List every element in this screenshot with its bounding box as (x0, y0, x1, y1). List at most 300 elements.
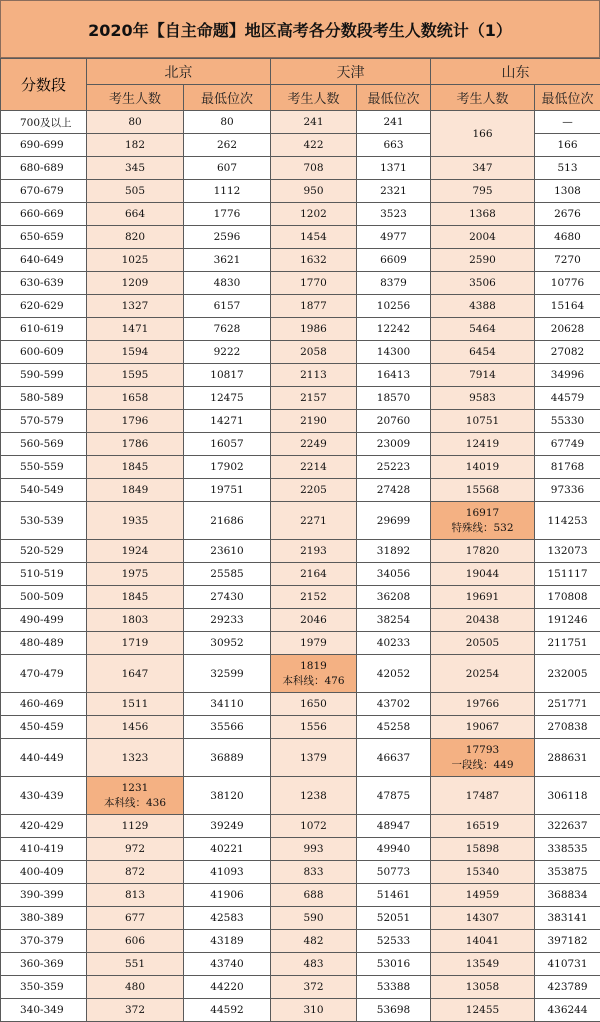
beijing-count-cell-cutoff-note: 本科线：436 (87, 796, 183, 811)
shandong-rank-cell: 353875 (535, 861, 600, 884)
table-row (1, 111, 600, 134)
shandong-count-cell: 5464 (431, 318, 535, 341)
shandong-count-cell: 795 (431, 180, 535, 203)
tianjin-count-cell: 1072 (271, 815, 357, 838)
shandong-rank-cell: 151117 (535, 563, 600, 586)
shandong-rank-cell: 67749 (535, 433, 600, 456)
tianjin-count-cell: 1238 (271, 777, 357, 815)
tianjin-rank-cell: 42052 (357, 655, 431, 693)
tianjin-count-cell: 2271 (271, 502, 357, 540)
tianjin-count-cell: 833 (271, 861, 357, 884)
tianjin-rank-cell: 6609 (357, 249, 431, 272)
shandong-rank-cell: 251771 (535, 693, 600, 716)
score-range-cell: 340-349 (1, 999, 87, 1022)
beijing-count-cell: 813 (87, 884, 184, 907)
tianjin-count-cell: 2164 (271, 563, 357, 586)
tianjin-count-cell: 482 (271, 930, 357, 953)
shandong-count-cell: 13549 (431, 953, 535, 976)
beijing-count-cell: 1924 (87, 540, 184, 563)
table-row (1, 272, 600, 295)
beijing-count-cell: 1803 (87, 609, 184, 632)
shandong-rank-cell: 81768 (535, 456, 600, 479)
score-range-cell: 420-429 (1, 815, 87, 838)
shandong-count-cell: 17820 (431, 540, 535, 563)
shandong-count-cell: 7914 (431, 364, 535, 387)
shandong-count-cell: 14019 (431, 456, 535, 479)
beijing-count-cell: 1595 (87, 364, 184, 387)
shandong-count-cell: 20505 (431, 632, 535, 655)
tianjin-rank-cell: 20760 (357, 410, 431, 433)
beijing-count-cell: 1129 (87, 815, 184, 838)
shandong-count-cell: 4388 (431, 295, 535, 318)
table-row (1, 157, 600, 180)
beijing-count-cell: 1845 (87, 586, 184, 609)
beijing-count-cell: 1327 (87, 295, 184, 318)
tianjin-rank-cell: 12242 (357, 318, 431, 341)
shandong-rank-cell: 306118 (535, 777, 600, 815)
beijing-count-cell: 972 (87, 838, 184, 861)
table-row (1, 609, 600, 632)
shandong-count-cell-cutoff-note: 一段线：449 (431, 758, 534, 773)
score-range-cell: 400-409 (1, 861, 87, 884)
score-range-cell: 470-479 (1, 655, 87, 693)
region-header-tianjin: 天津 (271, 59, 431, 85)
tianjin-rank-cell: 38254 (357, 609, 431, 632)
beijing-count-cell: 551 (87, 953, 184, 976)
shandong-rank-cell: — (535, 111, 600, 134)
tianjin-count-cell: 1877 (271, 295, 357, 318)
score-range-cell: 450-459 (1, 716, 87, 739)
tianjin-rank-cell: 3523 (357, 203, 431, 226)
tianjin-rank-cell: 14300 (357, 341, 431, 364)
table-row (1, 249, 600, 272)
shandong-rank-cell: 211751 (535, 632, 600, 655)
tianjin-count-cell: 2205 (271, 479, 357, 502)
score-range-cell: 660-669 (1, 203, 87, 226)
beijing-rank-cell: 40221 (184, 838, 271, 861)
tianjin-count-cell: 1454 (271, 226, 357, 249)
shandong-rank-cell: 368834 (535, 884, 600, 907)
tianjin-rank-cell: 8379 (357, 272, 431, 295)
score-range-cell: 540-549 (1, 479, 87, 502)
shandong-count-cell: 6454 (431, 341, 535, 364)
beijing-rank-cell: 1112 (184, 180, 271, 203)
score-range-cell: 600-609 (1, 341, 87, 364)
beijing-rank-cell: 32599 (184, 655, 271, 693)
shandong-rank-cell: 27082 (535, 341, 600, 364)
table-row (1, 203, 600, 226)
beijing-rank-cell: 30952 (184, 632, 271, 655)
beijing-count-cell: 1786 (87, 433, 184, 456)
beijing-rank-cell: 25585 (184, 563, 271, 586)
shandong-count-cell: 10751 (431, 410, 535, 433)
beijing-count-cell (87, 777, 184, 815)
table-row (1, 586, 600, 609)
score-range-cell: 690-699 (1, 134, 87, 157)
tianjin-count-cell: 1202 (271, 203, 357, 226)
table-row (1, 563, 600, 586)
beijing-count-cell: 1719 (87, 632, 184, 655)
tianjin-count-cell: 2152 (271, 586, 357, 609)
beijing-count-cell: 80 (87, 111, 184, 134)
beijing-count-cell: 820 (87, 226, 184, 249)
tianjin-count-cell: 950 (271, 180, 357, 203)
tianjin-rank-cell: 47875 (357, 777, 431, 815)
bj-count-header: 考生人数 (87, 85, 184, 111)
shandong-count-cell: 15568 (431, 479, 535, 502)
score-range-cell: 350-359 (1, 976, 87, 999)
tianjin-count-cell: 1556 (271, 716, 357, 739)
shandong-count-cell: 1368 (431, 203, 535, 226)
table-row (1, 739, 600, 777)
segment-header: 分数段 (1, 59, 87, 111)
table-row (1, 976, 600, 999)
beijing-rank-cell: 7628 (184, 318, 271, 341)
tianjin-count-cell: 422 (271, 134, 357, 157)
tianjin-count-cell: 372 (271, 976, 357, 999)
beijing-rank-cell: 16057 (184, 433, 271, 456)
beijing-count-cell: 872 (87, 861, 184, 884)
shandong-rank-cell: 288631 (535, 739, 600, 777)
shandong-count-cell: 19044 (431, 563, 535, 586)
tianjin-rank-cell: 45258 (357, 716, 431, 739)
table-row (1, 540, 600, 563)
score-range-cell: 380-389 (1, 907, 87, 930)
shandong-count-cell: 13058 (431, 976, 535, 999)
shandong-rank-cell: 322637 (535, 815, 600, 838)
shandong-count-cell: 12419 (431, 433, 535, 456)
tianjin-rank-cell: 48947 (357, 815, 431, 838)
region-header-shandong: 山东 (431, 59, 600, 85)
beijing-rank-cell: 23610 (184, 540, 271, 563)
tianjin-rank-cell: 46637 (357, 739, 431, 777)
tianjin-rank-cell: 40233 (357, 632, 431, 655)
score-range-cell: 620-629 (1, 295, 87, 318)
tianjin-rank-cell: 18570 (357, 387, 431, 410)
table-row (1, 479, 600, 502)
beijing-rank-cell: 21686 (184, 502, 271, 540)
tianjin-rank-cell: 4977 (357, 226, 431, 249)
shandong-count-cell: 347 (431, 157, 535, 180)
score-range-cell: 520-529 (1, 540, 87, 563)
shandong-count-cell: 3506 (431, 272, 535, 295)
shandong-count-cell: 166 (431, 111, 535, 157)
shandong-rank-cell: 1308 (535, 180, 600, 203)
beijing-rank-cell: 39249 (184, 815, 271, 838)
table-row (1, 884, 600, 907)
beijing-count-cell: 1511 (87, 693, 184, 716)
shandong-count-cell: 9583 (431, 387, 535, 410)
score-range-cell: 610-619 (1, 318, 87, 341)
tianjin-count-cell: 1632 (271, 249, 357, 272)
table-row (1, 456, 600, 479)
beijing-rank-cell: 6157 (184, 295, 271, 318)
tianjin-count-cell: 241 (271, 111, 357, 134)
tianjin-count-cell: 310 (271, 999, 357, 1022)
score-range-cell: 580-589 (1, 387, 87, 410)
tianjin-count-cell: 483 (271, 953, 357, 976)
tj-count-header: 考生人数 (271, 85, 357, 111)
shandong-rank-cell: 166 (535, 134, 600, 157)
beijing-rank-cell: 36889 (184, 739, 271, 777)
beijing-count-cell: 1209 (87, 272, 184, 295)
tianjin-count-cell: 1650 (271, 693, 357, 716)
shandong-rank-cell: 44579 (535, 387, 600, 410)
beijing-rank-cell: 44220 (184, 976, 271, 999)
beijing-count-cell: 182 (87, 134, 184, 157)
beijing-rank-cell: 38120 (184, 777, 271, 815)
beijing-count-cell: 505 (87, 180, 184, 203)
tianjin-count-cell: 1979 (271, 632, 357, 655)
shandong-count-cell: 20254 (431, 655, 535, 693)
table-row (1, 180, 600, 203)
beijing-rank-cell: 14271 (184, 410, 271, 433)
score-range-cell: 560-569 (1, 433, 87, 456)
score-range-cell: 410-419 (1, 838, 87, 861)
tianjin-rank-cell: 53016 (357, 953, 431, 976)
beijing-count-cell: 1845 (87, 456, 184, 479)
tianjin-count-cell: 2113 (271, 364, 357, 387)
tianjin-count-cell: 2193 (271, 540, 357, 563)
tianjin-rank-cell: 50773 (357, 861, 431, 884)
tianjin-count-cell: 2046 (271, 609, 357, 632)
shandong-count-cell: 14041 (431, 930, 535, 953)
shandong-rank-cell: 34996 (535, 364, 600, 387)
shandong-rank-cell: 97336 (535, 479, 600, 502)
beijing-rank-cell: 41093 (184, 861, 271, 884)
table-row (1, 433, 600, 456)
beijing-count-cell: 1658 (87, 387, 184, 410)
tianjin-count-cell-value: 1819 (271, 659, 356, 674)
shandong-rank-cell: 397182 (535, 930, 600, 953)
shandong-count-cell-cutoff-note: 特殊线：532 (431, 521, 534, 536)
shandong-count-cell: 20438 (431, 609, 535, 632)
table-row (1, 716, 600, 739)
score-range-cell: 510-519 (1, 563, 87, 586)
shandong-rank-cell: 2676 (535, 203, 600, 226)
tianjin-count-cell: 1379 (271, 739, 357, 777)
beijing-rank-cell: 10817 (184, 364, 271, 387)
tianjin-rank-cell: 29699 (357, 502, 431, 540)
tianjin-rank-cell: 31892 (357, 540, 431, 563)
beijing-rank-cell: 2596 (184, 226, 271, 249)
shandong-rank-cell: 132073 (535, 540, 600, 563)
bj-rank-header: 最低位次 (184, 85, 271, 111)
score-range-cell: 500-509 (1, 586, 87, 609)
shandong-rank-cell: 20628 (535, 318, 600, 341)
shandong-count-cell: 19766 (431, 693, 535, 716)
beijing-rank-cell: 12475 (184, 387, 271, 410)
shandong-rank-cell: 338535 (535, 838, 600, 861)
tianjin-count-cell: 590 (271, 907, 357, 930)
table-row (1, 295, 600, 318)
score-range-cell: 370-379 (1, 930, 87, 953)
table-row (1, 953, 600, 976)
table-row (1, 632, 600, 655)
tianjin-rank-cell: 663 (357, 134, 431, 157)
beijing-count-cell: 664 (87, 203, 184, 226)
beijing-count-cell: 1796 (87, 410, 184, 433)
score-range-cell: 460-469 (1, 693, 87, 716)
shandong-rank-cell: 55330 (535, 410, 600, 433)
table-row (1, 907, 600, 930)
table-row (1, 999, 600, 1022)
shandong-count-cell: 14307 (431, 907, 535, 930)
tianjin-rank-cell: 51461 (357, 884, 431, 907)
table-row (1, 815, 600, 838)
table-row (1, 693, 600, 716)
shandong-rank-cell: 4680 (535, 226, 600, 249)
shandong-count-cell (431, 739, 535, 777)
beijing-count-cell: 1323 (87, 739, 184, 777)
beijing-rank-cell: 262 (184, 134, 271, 157)
shandong-count-cell: 19067 (431, 716, 535, 739)
shandong-rank-cell: 170808 (535, 586, 600, 609)
score-range-cell: 490-499 (1, 609, 87, 632)
shandong-rank-cell: 423789 (535, 976, 600, 999)
shandong-count-cell: 2004 (431, 226, 535, 249)
sd-count-header: 考生人数 (431, 85, 535, 111)
table-body (1, 111, 600, 1022)
beijing-rank-cell: 19751 (184, 479, 271, 502)
score-range-cell: 390-399 (1, 884, 87, 907)
score-range-cell: 590-599 (1, 364, 87, 387)
beijing-rank-cell: 42583 (184, 907, 271, 930)
shandong-rank-cell: 15164 (535, 295, 600, 318)
beijing-rank-cell: 80 (184, 111, 271, 134)
shandong-count-cell-value: 17793 (431, 743, 534, 758)
beijing-rank-cell: 4830 (184, 272, 271, 295)
beijing-count-cell: 480 (87, 976, 184, 999)
beijing-count-cell: 345 (87, 157, 184, 180)
shandong-rank-cell: 114253 (535, 502, 600, 540)
table-row (1, 410, 600, 433)
tianjin-rank-cell: 53698 (357, 999, 431, 1022)
table-row (1, 364, 600, 387)
table-row (1, 502, 600, 540)
shandong-count-cell: 12455 (431, 999, 535, 1022)
beijing-rank-cell: 34110 (184, 693, 271, 716)
beijing-count-cell: 1471 (87, 318, 184, 341)
tianjin-rank-cell: 10256 (357, 295, 431, 318)
beijing-count-cell: 1975 (87, 563, 184, 586)
table-row (1, 341, 600, 364)
tianjin-count-cell: 688 (271, 884, 357, 907)
page-title: 2020年【自主命题】地区高考各分数段考生人数统计（1） (0, 0, 600, 58)
shandong-rank-cell: 270838 (535, 716, 600, 739)
tianjin-rank-cell: 16413 (357, 364, 431, 387)
beijing-rank-cell: 9222 (184, 341, 271, 364)
beijing-rank-cell: 44592 (184, 999, 271, 1022)
table-row (1, 838, 600, 861)
score-range-cell: 640-649 (1, 249, 87, 272)
tianjin-rank-cell: 27428 (357, 479, 431, 502)
shandong-rank-cell: 7270 (535, 249, 600, 272)
tianjin-rank-cell: 43702 (357, 693, 431, 716)
shandong-count-cell: 15898 (431, 838, 535, 861)
beijing-count-cell-value: 1231 (87, 781, 183, 796)
table-row (1, 226, 600, 249)
tianjin-rank-cell: 1371 (357, 157, 431, 180)
tianjin-rank-cell: 34056 (357, 563, 431, 586)
score-range-cell: 440-449 (1, 739, 87, 777)
tianjin-rank-cell: 49940 (357, 838, 431, 861)
score-range-cell: 550-559 (1, 456, 87, 479)
tianjin-rank-cell: 52533 (357, 930, 431, 953)
score-range-cell: 360-369 (1, 953, 87, 976)
table-row (1, 318, 600, 341)
beijing-rank-cell: 607 (184, 157, 271, 180)
shandong-rank-cell: 10776 (535, 272, 600, 295)
beijing-rank-cell: 1776 (184, 203, 271, 226)
shandong-rank-cell: 383141 (535, 907, 600, 930)
table-row (1, 930, 600, 953)
tianjin-count-cell: 2058 (271, 341, 357, 364)
table-row (1, 777, 600, 815)
tianjin-rank-cell: 53388 (357, 976, 431, 999)
tianjin-count-cell: 1770 (271, 272, 357, 295)
beijing-count-cell: 372 (87, 999, 184, 1022)
beijing-rank-cell: 43740 (184, 953, 271, 976)
shandong-count-cell-value: 16917 (431, 506, 534, 521)
shandong-rank-cell: 232005 (535, 655, 600, 693)
tianjin-rank-cell: 23009 (357, 433, 431, 456)
tianjin-count-cell-cutoff-note: 本科线：476 (271, 674, 356, 689)
shandong-count-cell: 2590 (431, 249, 535, 272)
tianjin-count-cell: 2157 (271, 387, 357, 410)
tj-rank-header: 最低位次 (357, 85, 431, 111)
tianjin-count-cell: 993 (271, 838, 357, 861)
score-range-cell: 480-489 (1, 632, 87, 655)
table-row (1, 387, 600, 410)
score-range-cell: 670-679 (1, 180, 87, 203)
score-range-cell: 430-439 (1, 777, 87, 815)
tianjin-count-cell: 2214 (271, 456, 357, 479)
beijing-count-cell: 1647 (87, 655, 184, 693)
tianjin-rank-cell: 2321 (357, 180, 431, 203)
beijing-rank-cell: 35566 (184, 716, 271, 739)
shandong-count-cell: 14959 (431, 884, 535, 907)
beijing-count-cell: 677 (87, 907, 184, 930)
tianjin-count-cell: 2190 (271, 410, 357, 433)
shandong-rank-cell: 191246 (535, 609, 600, 632)
shandong-rank-cell: 436244 (535, 999, 600, 1022)
score-table (0, 58, 600, 1022)
beijing-count-cell: 1594 (87, 341, 184, 364)
shandong-rank-cell: 513 (535, 157, 600, 180)
beijing-count-cell: 606 (87, 930, 184, 953)
score-range-cell: 700及以上 (1, 111, 87, 134)
shandong-count-cell: 15340 (431, 861, 535, 884)
tianjin-count-cell: 1986 (271, 318, 357, 341)
beijing-count-cell: 1025 (87, 249, 184, 272)
score-range-cell: 530-539 (1, 502, 87, 540)
beijing-count-cell: 1456 (87, 716, 184, 739)
score-range-cell: 650-659 (1, 226, 87, 249)
beijing-rank-cell: 41906 (184, 884, 271, 907)
table-row (1, 655, 600, 693)
score-range-cell: 680-689 (1, 157, 87, 180)
sd-rank-header: 最低位次 (535, 85, 600, 111)
shandong-count-cell: 19691 (431, 586, 535, 609)
beijing-count-cell: 1935 (87, 502, 184, 540)
tianjin-count-cell: 708 (271, 157, 357, 180)
shandong-count-cell: 16519 (431, 815, 535, 838)
tianjin-rank-cell: 36208 (357, 586, 431, 609)
beijing-count-cell: 1849 (87, 479, 184, 502)
beijing-rank-cell: 3621 (184, 249, 271, 272)
beijing-rank-cell: 17902 (184, 456, 271, 479)
